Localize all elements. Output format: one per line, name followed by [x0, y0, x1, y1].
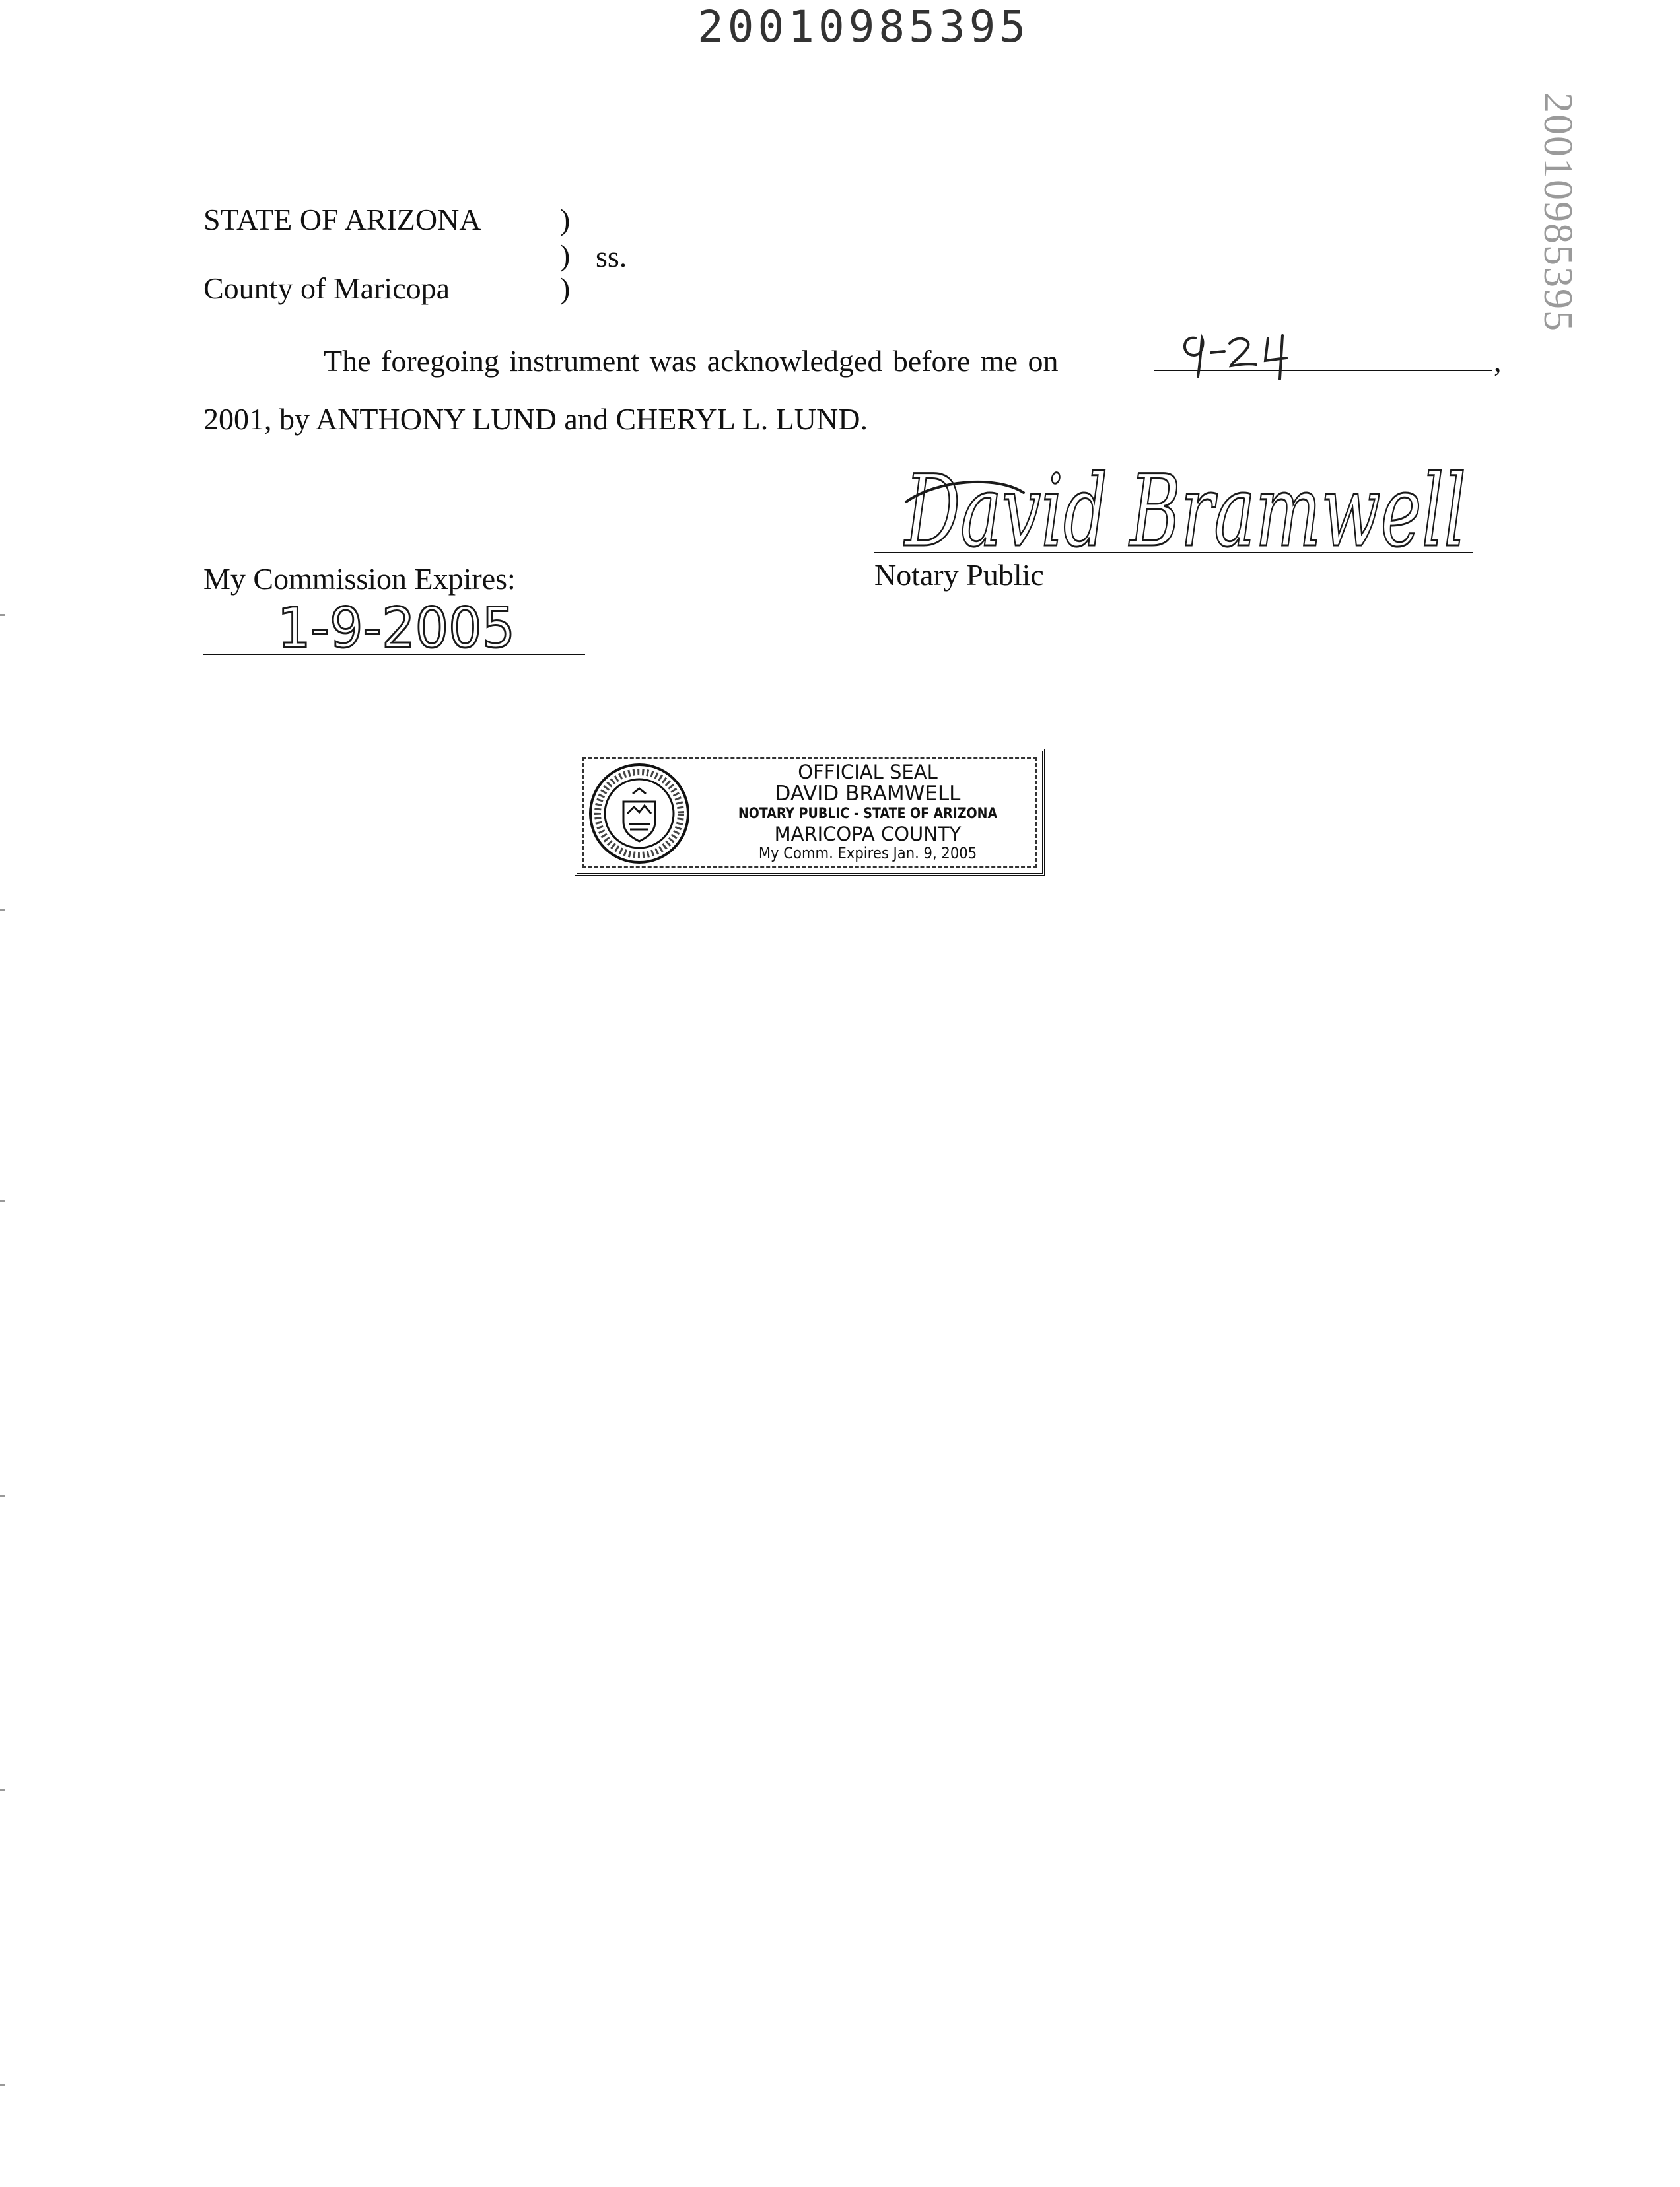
margin-tick	[0, 614, 5, 616]
acknowledgment-line-2: 2001, by ANTHONY LUND and CHERYL L. LUND.	[203, 402, 868, 436]
notary-signature-text: David Bramwell	[903, 454, 1466, 569]
venue-paren-2: )	[560, 238, 571, 272]
document-number: 20010985395	[697, 1, 1030, 52]
handwritten-date-ack	[1169, 329, 1321, 382]
margin-tick	[0, 1789, 5, 1791]
margin-tick	[0, 1495, 5, 1497]
commission-label: My Commission Expires:	[203, 562, 516, 596]
date-comma: ,	[1494, 344, 1502, 378]
arizona-state-seal-emblem	[586, 761, 692, 866]
official-seal-stamp	[575, 749, 1045, 876]
handwritten-commission-date	[277, 596, 522, 660]
seal-role: NOTARY PUBLIC - STATE OF ARIZONA	[738, 806, 998, 822]
margin-tick	[0, 1200, 5, 1202]
margin-tick	[0, 909, 5, 911]
venue-paren-1: )	[560, 203, 571, 236]
seal-name: DAVID BRAMWELL	[775, 782, 961, 806]
seal-county: MARICOPA COUNTY	[774, 823, 962, 845]
seal-title: OFFICIAL SEAL	[798, 761, 938, 783]
margin-tick	[0, 2084, 5, 2086]
venue-paren-3: )	[560, 271, 571, 305]
venue-county: County of Maricopa	[203, 271, 450, 305]
venue-state: STATE OF ARIZONA	[203, 203, 481, 236]
side-recording-number: 20010985395	[1535, 92, 1580, 332]
notary-public-label: Notary Public	[874, 558, 1044, 592]
acknowledgment-line-1: The foregoing instrument was acknowledged before me on	[324, 344, 1059, 378]
venue-ss: ss.	[596, 240, 627, 273]
commission-date-text: 1-9-2005	[277, 596, 515, 660]
seal-expires: My Comm. Expires Jan. 9, 2005	[758, 844, 977, 862]
